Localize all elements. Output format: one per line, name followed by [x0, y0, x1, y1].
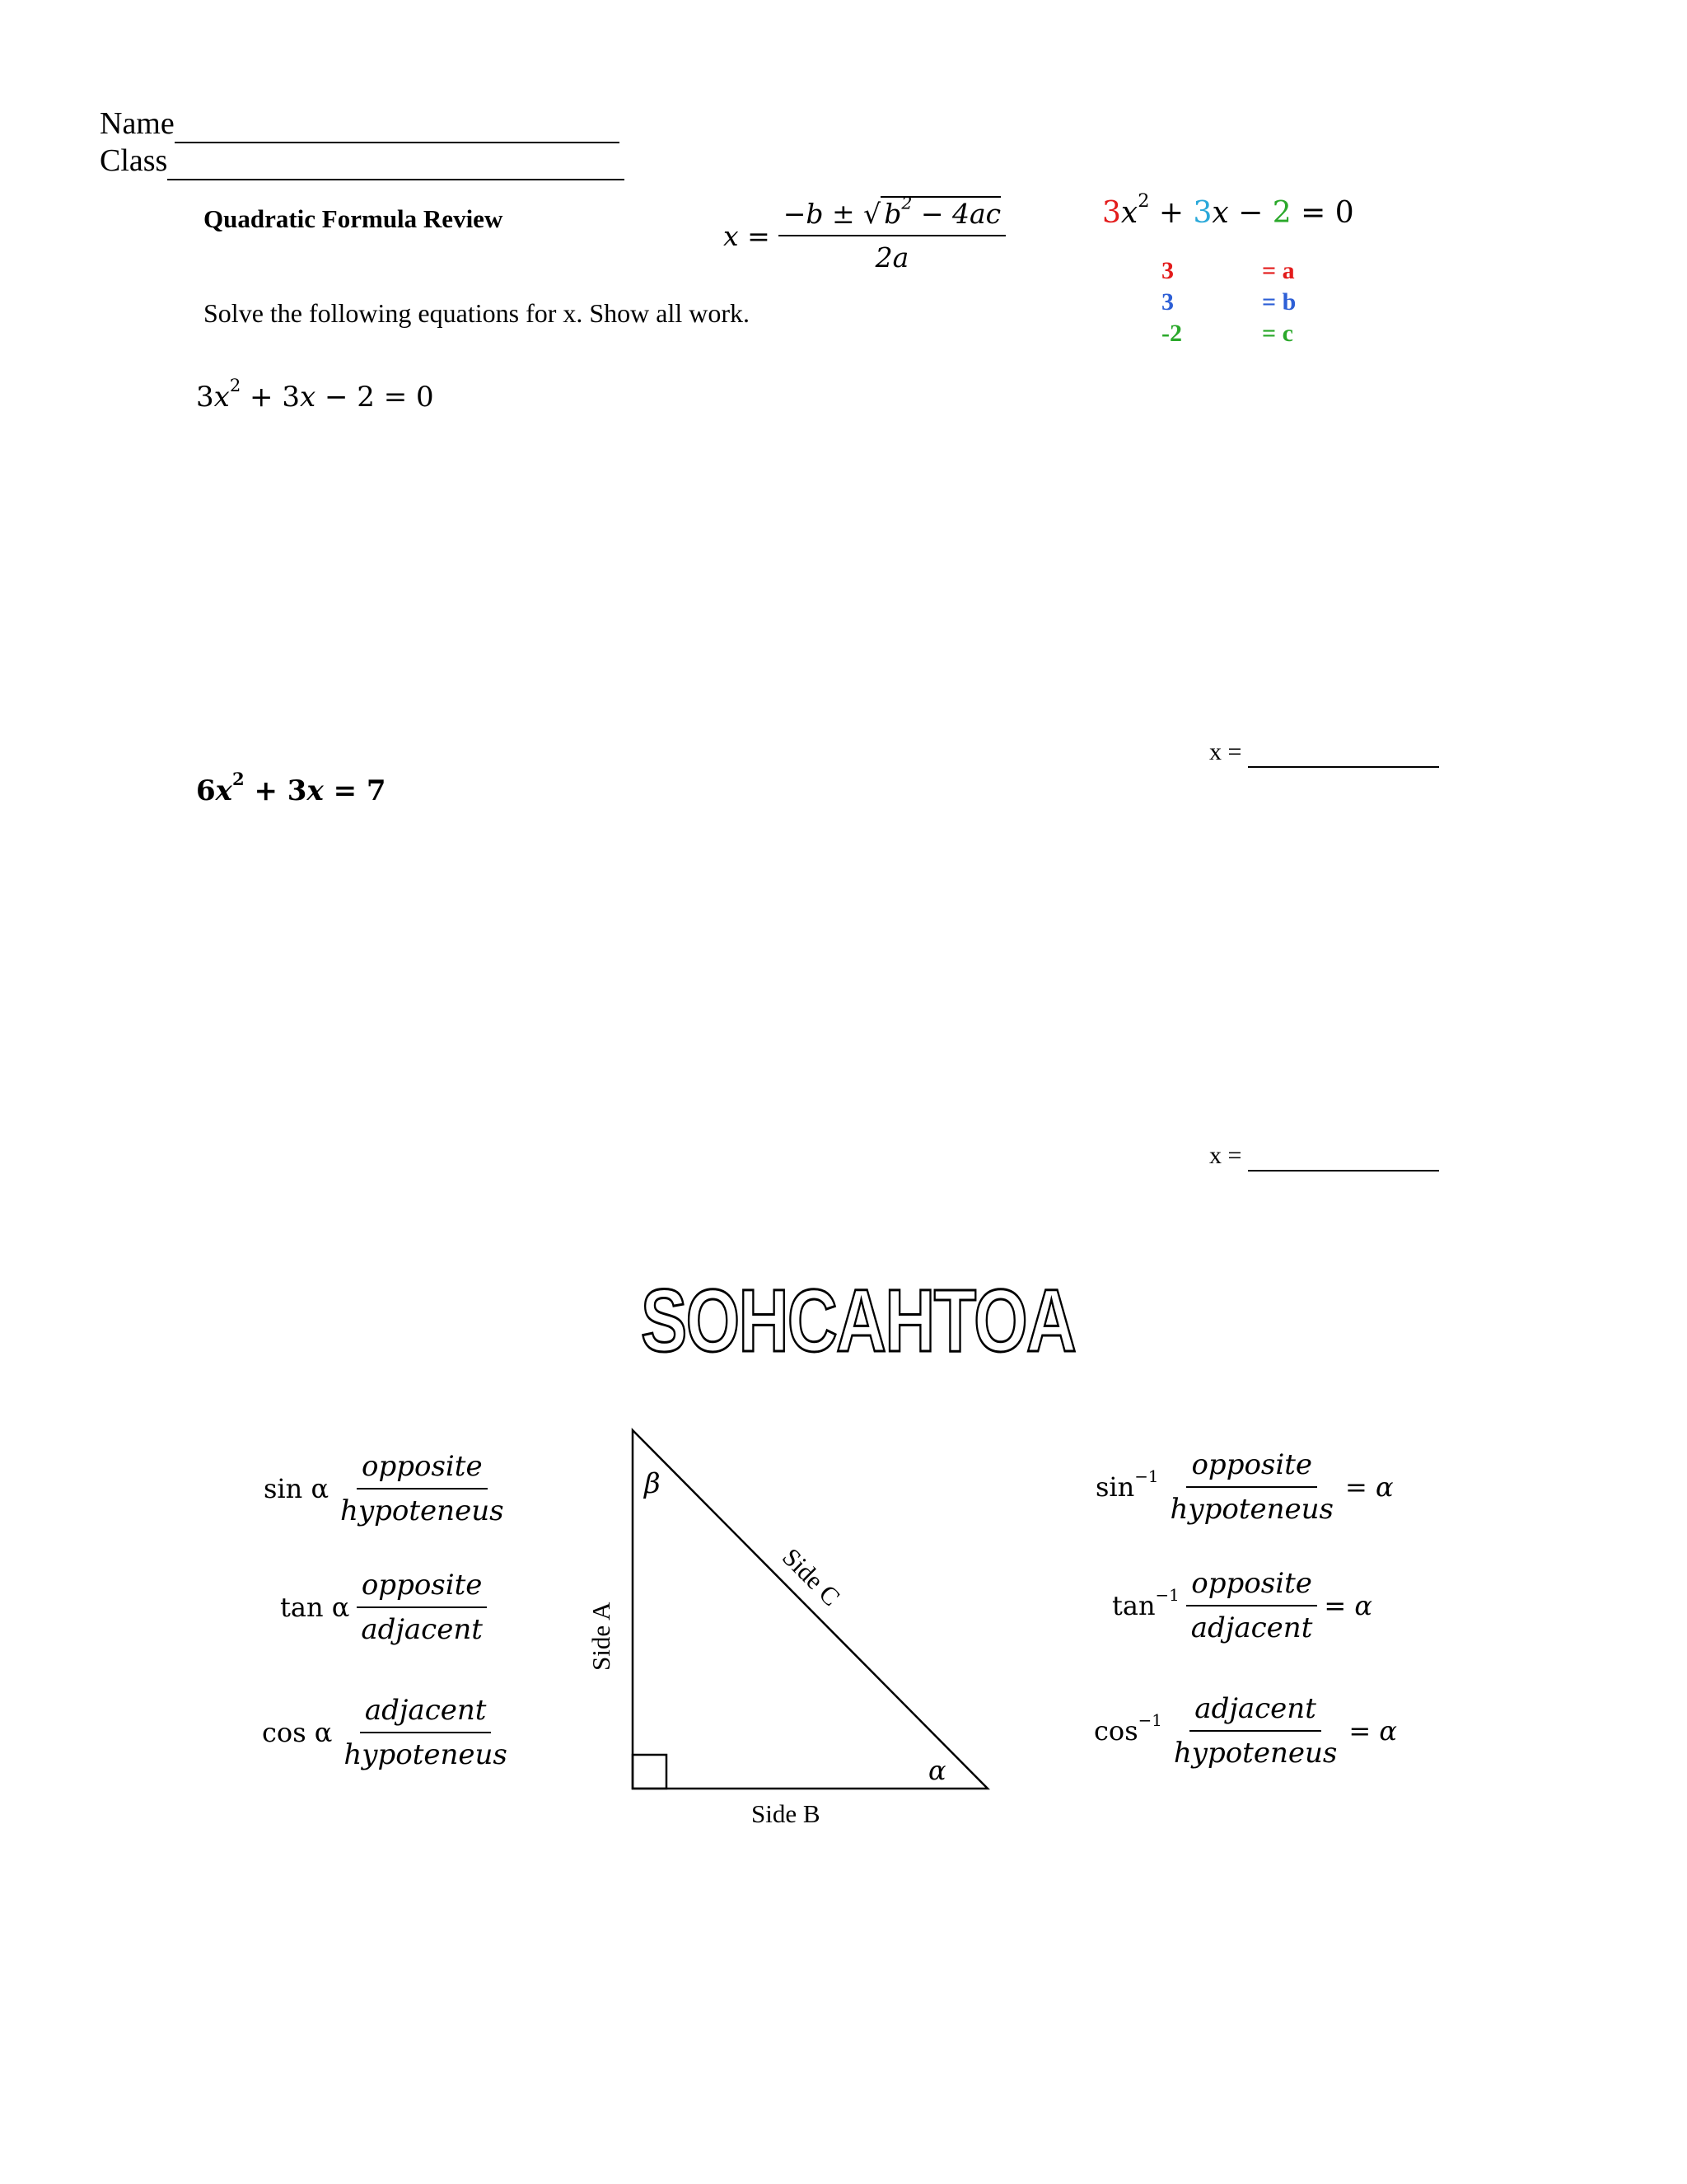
- name-blank[interactable]: [175, 105, 619, 143]
- problem-1-answer[interactable]: [1209, 738, 1439, 768]
- formula-numerator-prefix: −b ±: [783, 198, 864, 230]
- side-c-label: Side C: [777, 1542, 846, 1612]
- example-x1: x: [1212, 196, 1229, 230]
- p1-var: x: [213, 381, 230, 414]
- p2-var: x: [215, 774, 232, 807]
- beta-label: β: [644, 1467, 661, 1500]
- coefficient-list: [1161, 255, 1296, 349]
- trig-right-2: [1112, 1567, 1372, 1644]
- right-1-num: opposite: [1186, 1448, 1317, 1488]
- right-1-result: = α: [1345, 1471, 1394, 1503]
- formula-radicand-exp: 2: [901, 193, 913, 213]
- example-plus: +: [1149, 196, 1194, 230]
- coef-a-label: = a: [1262, 257, 1295, 284]
- p1-answer-blank[interactable]: [1248, 738, 1439, 768]
- quadratic-formula: [723, 193, 1006, 274]
- coef-b-label: = b: [1262, 288, 1297, 316]
- coef-c-label: = c: [1262, 320, 1293, 347]
- right-2-exp: −1: [1155, 1586, 1180, 1606]
- left-3-num: adjacent: [360, 1694, 492, 1733]
- right-1-exp: −1: [1134, 1467, 1159, 1487]
- coef-c-value: -2: [1161, 320, 1182, 347]
- name-label: Name: [100, 106, 175, 141]
- right-3-result: = α: [1348, 1715, 1397, 1747]
- right-1-den: hypoteneus: [1170, 1493, 1334, 1526]
- trig-left-1: [264, 1450, 509, 1527]
- coefficient-row-b: [1161, 287, 1296, 318]
- right-triangle-diagram: [568, 1417, 1013, 1845]
- p2-exp: 2: [231, 769, 245, 790]
- right-2-den: adjacent: [1190, 1611, 1313, 1644]
- sohcahtoa-title: SOHCAHTOA: [641, 1270, 1076, 1370]
- p2-tail: = 7: [323, 774, 386, 807]
- example-b: 3: [1193, 196, 1213, 230]
- coef-b-value: 3: [1161, 288, 1174, 316]
- side-b-label: Side B: [751, 1799, 820, 1828]
- right-2-fn: tan: [1112, 1590, 1156, 1621]
- trig-left-2: [280, 1569, 488, 1646]
- sqrt-icon: √: [863, 198, 881, 230]
- left-1-fn: sin α: [264, 1473, 329, 1504]
- p1-rest: + 3: [241, 381, 300, 414]
- example-minus: −: [1228, 196, 1273, 230]
- example-exp: 2: [1138, 190, 1150, 213]
- left-3-den: hypoteneus: [343, 1738, 507, 1771]
- left-2-fn: tan α: [280, 1592, 350, 1623]
- right-3-fn: cos: [1094, 1715, 1138, 1747]
- formula-radicand-rest: − 4ac: [912, 198, 1002, 230]
- problem-1-equation: [196, 375, 434, 414]
- formula-lhs: x =: [723, 219, 770, 252]
- trig-right-3: [1094, 1692, 1397, 1770]
- name-line[interactable]: [100, 105, 619, 143]
- p1-tail: − 2 = 0: [315, 381, 434, 414]
- p1-var2: x: [300, 381, 316, 414]
- p1-answer-label: x =: [1209, 738, 1242, 765]
- p2-var2: x: [306, 774, 324, 807]
- left-2-num: opposite: [357, 1569, 488, 1608]
- right-2-num: opposite: [1186, 1567, 1317, 1606]
- example-equation: [1102, 190, 1354, 230]
- example-x2: x: [1120, 196, 1138, 230]
- triangle-outline: [633, 1430, 988, 1789]
- problem-2-equation: [196, 769, 386, 807]
- p2-lead: 6: [196, 774, 216, 807]
- coef-a-value: 3: [1161, 257, 1174, 284]
- left-2-den: adjacent: [361, 1613, 483, 1646]
- trig-left-3: [262, 1694, 512, 1771]
- right-angle-marker: [633, 1755, 666, 1789]
- p2-answer-label: x =: [1209, 1142, 1242, 1169]
- class-label: Class: [100, 143, 168, 178]
- coefficient-row-c: [1161, 318, 1296, 349]
- right-3-den: hypoteneus: [1173, 1737, 1338, 1770]
- class-blank[interactable]: [167, 143, 624, 180]
- class-line[interactable]: [100, 143, 624, 180]
- right-3-exp: −1: [1138, 1711, 1162, 1731]
- p2-answer-blank[interactable]: [1248, 1142, 1439, 1172]
- right-2-result: = α: [1324, 1590, 1372, 1621]
- instructions-text: Solve the following equations for x. Show all work.: [203, 298, 750, 328]
- trig-right-1: [1096, 1448, 1394, 1526]
- formula-denominator: 2a: [875, 241, 909, 274]
- p1-exp: 2: [229, 375, 241, 396]
- formula-fraction: [778, 193, 1006, 274]
- alpha-label: α: [928, 1755, 946, 1786]
- formula-radicand-b: b: [884, 198, 902, 230]
- problem-2-answer[interactable]: [1209, 1142, 1439, 1172]
- left-1-den: hypoteneus: [340, 1494, 504, 1527]
- left-3-fn: cos α: [262, 1717, 333, 1748]
- left-1-num: opposite: [357, 1450, 488, 1490]
- example-a: 3: [1102, 196, 1121, 230]
- coefficient-row-a: [1161, 255, 1296, 287]
- p2-rest: + 3: [244, 774, 307, 807]
- example-eq-zero: = 0: [1291, 196, 1354, 230]
- right-1-fn: sin: [1096, 1471, 1135, 1503]
- worksheet-title: Quadratic Formula Review: [203, 204, 503, 233]
- right-3-num: adjacent: [1189, 1692, 1321, 1732]
- example-c: 2: [1272, 196, 1292, 230]
- side-a-label: Side A: [586, 1602, 615, 1671]
- p1-lead: 3: [196, 381, 214, 414]
